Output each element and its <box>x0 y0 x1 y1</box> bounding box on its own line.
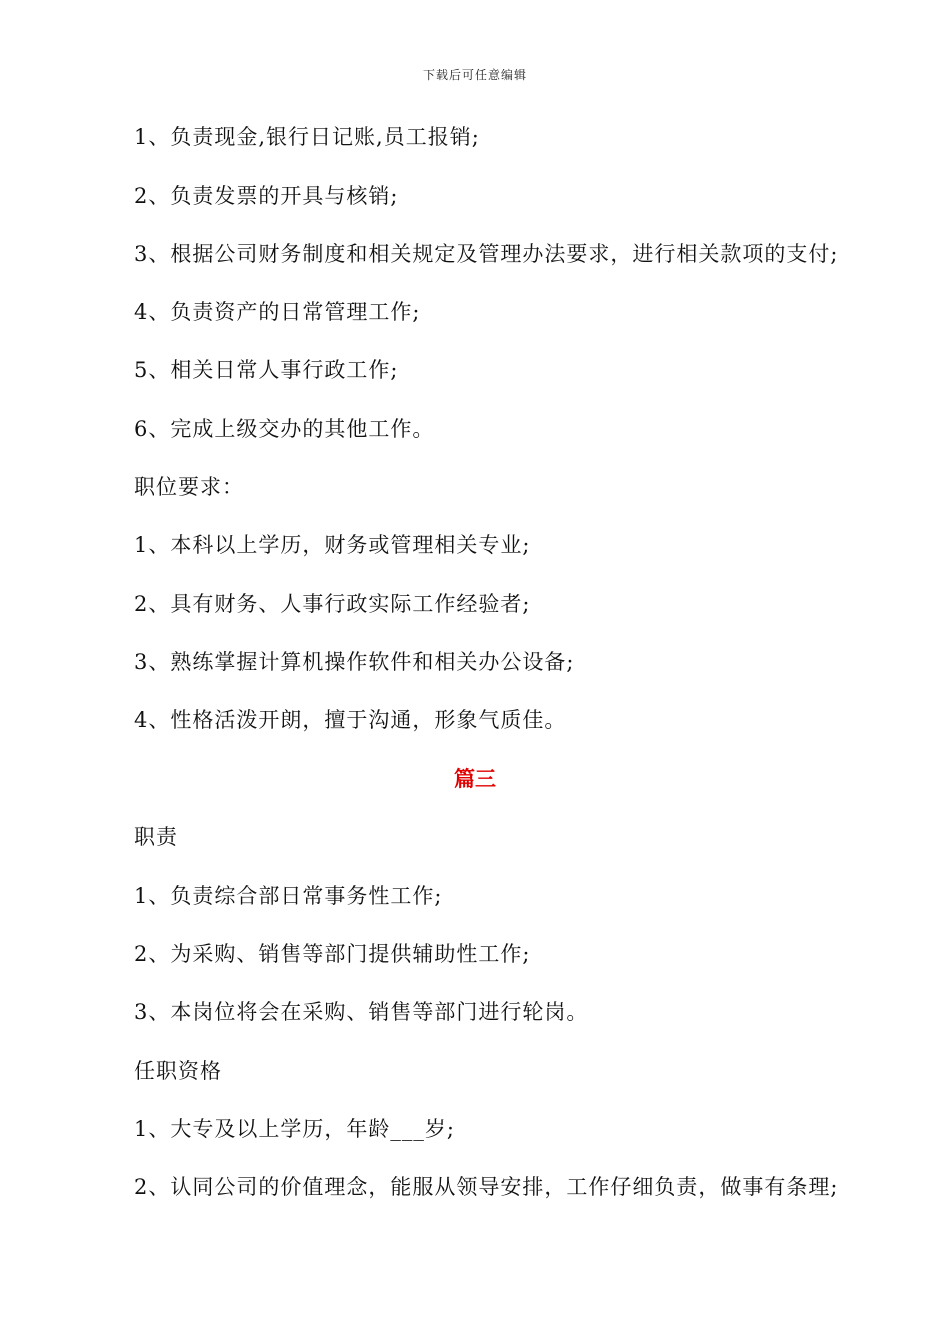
section-title: 篇三 <box>454 767 496 791</box>
qualification-line-2: 2、认同公司的价值理念，能服从领导安排，工作仔细负责，做事有条理; <box>134 1175 839 1199</box>
header-note: 下载后可任意编辑 <box>422 68 527 82</box>
requirements-heading: 职位要求： <box>134 475 244 499</box>
responsibility-line-3: 3、本岗位将会在采购、销售等部门进行轮岗。 <box>134 1000 589 1024</box>
responsibilities-heading: 职责 <box>134 825 178 849</box>
requirement-line-1: 1、本科以上学历，财务或管理相关专业; <box>134 533 531 557</box>
responsibility-line-2: 2、为采购、销售等部门提供辅助性工作; <box>134 942 531 966</box>
requirement-line-3: 3、熟练掌握计算机操作软件和相关办公设备; <box>134 650 575 674</box>
duty-line-4: 4、负责资产的日常管理工作; <box>134 300 421 324</box>
requirement-line-2: 2、具有财务、人事行政实际工作经验者; <box>134 592 531 616</box>
requirement-line-4: 4、性格活泼开朗，擅于沟通，形象气质佳。 <box>134 708 567 732</box>
duty-line-1: 1、负责现金,银行日记账,员工报销; <box>134 125 480 149</box>
duty-line-2: 2、负责发票的开具与核销; <box>134 184 399 208</box>
responsibility-line-1: 1、负责综合部日常事务性工作; <box>134 884 443 908</box>
duty-line-6: 6、完成上级交办的其他工作。 <box>134 417 435 441</box>
duty-line-3: 3、根据公司财务制度和相关规定及管理办法要求，进行相关款项的支付; <box>134 242 839 266</box>
duty-line-5: 5、相关日常人事行政工作; <box>134 358 399 382</box>
qualification-line-1: 1、大专及以上学历，年龄___岁; <box>134 1117 455 1141</box>
qualifications-heading: 任职资格 <box>134 1059 222 1083</box>
